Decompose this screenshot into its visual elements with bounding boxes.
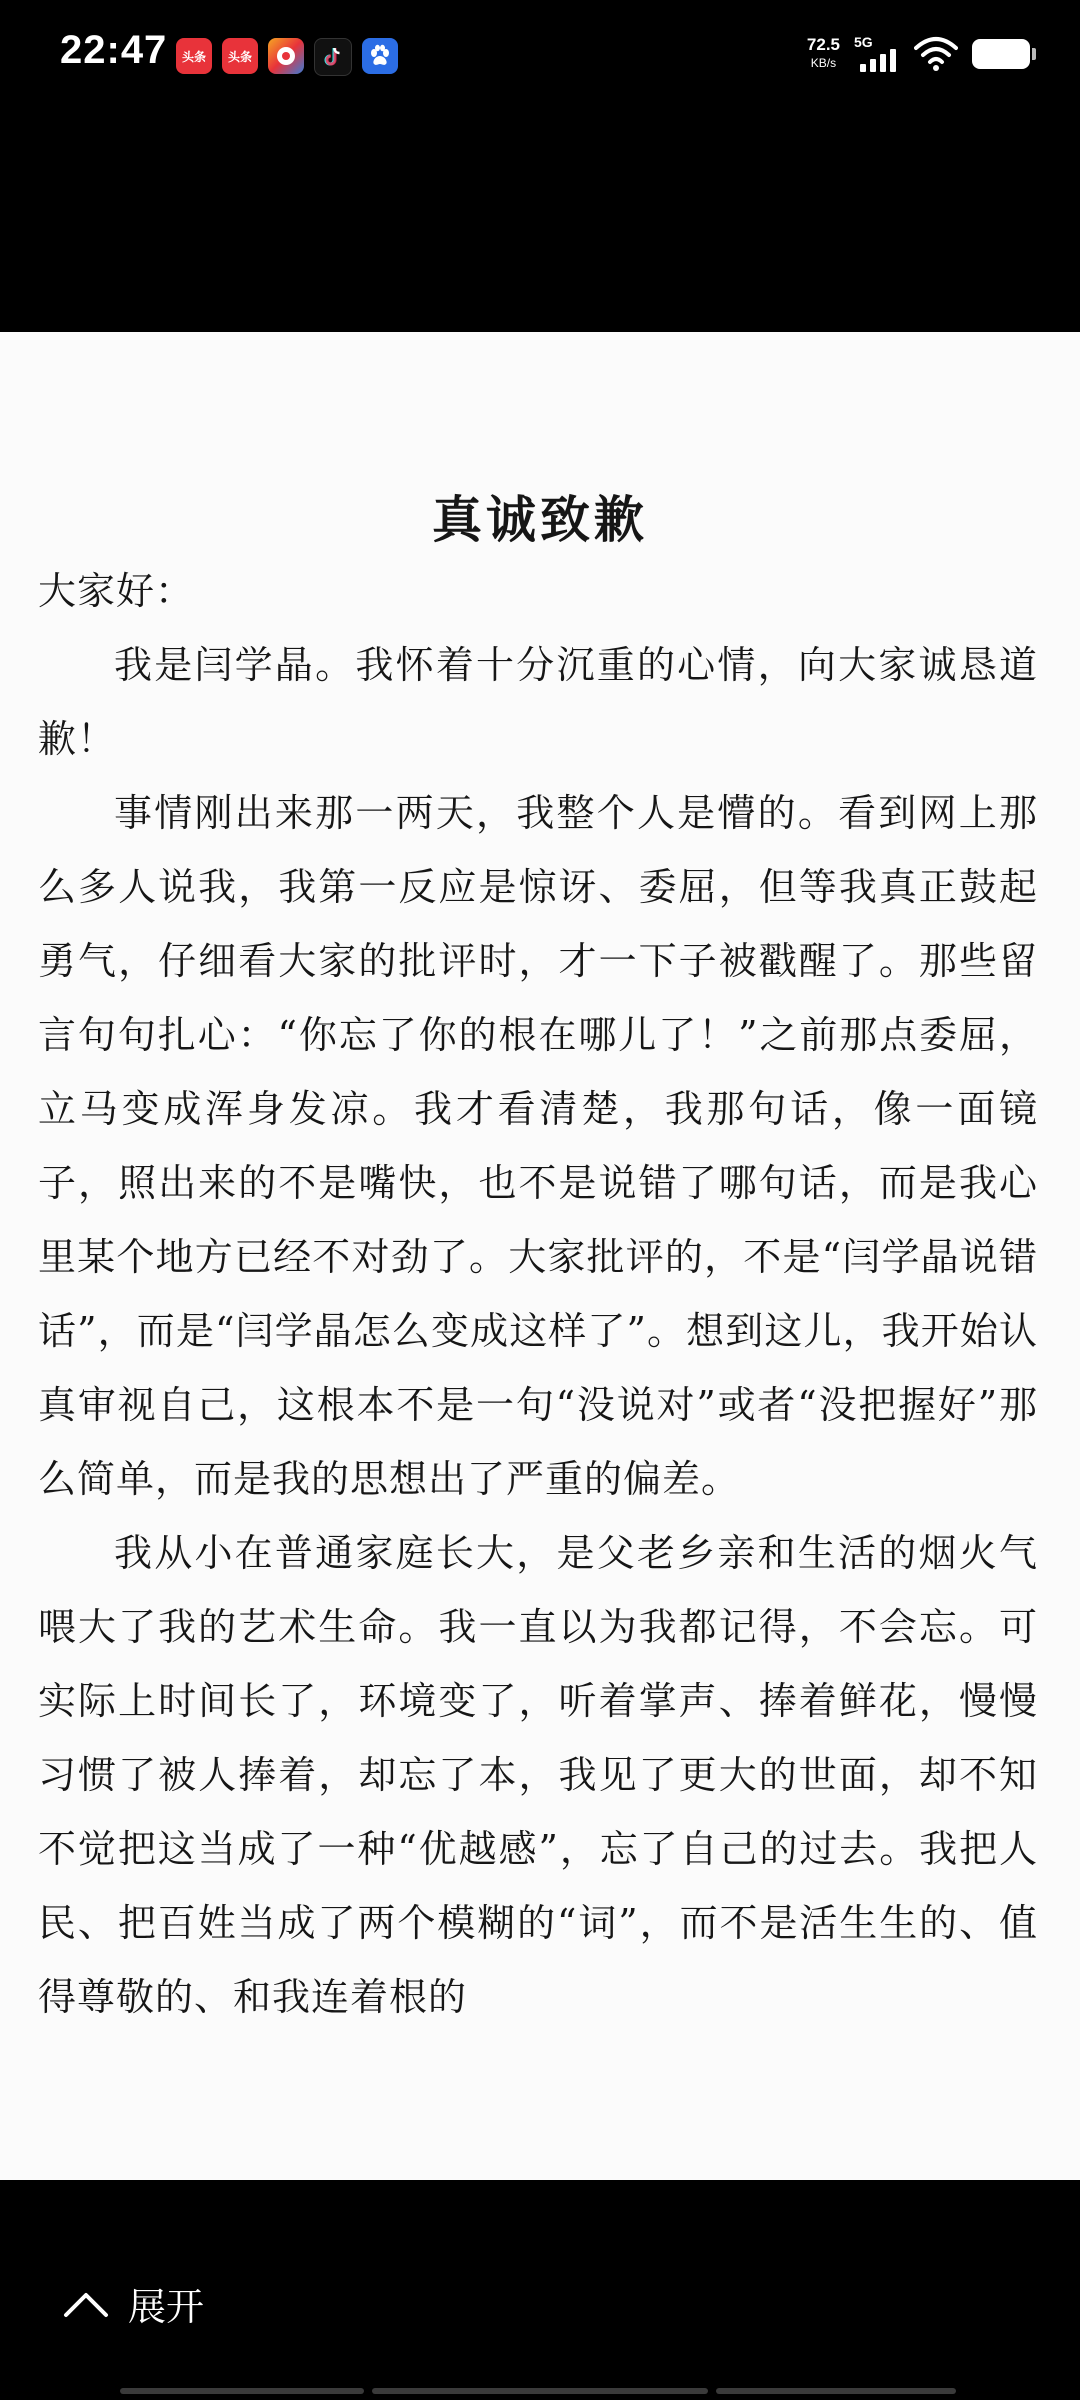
document-body [38, 554, 1038, 2034]
network-type: 5G [854, 34, 873, 50]
document-title: 真诚致歉 [432, 490, 648, 549]
document-image [0, 332, 1080, 2180]
system-status [807, 34, 1030, 74]
network-speed-unit: KB/s [810, 56, 837, 70]
page-indicator [120, 2388, 956, 2394]
document-paragraph: 我从小在普通家庭长大，是父老乡亲和生活的烟火气喂大了我的艺术生命。我一直以为我都记得，不会忘。可实际上时间长了，环境变了，听着掌声、捧着鲜花，慢慢习惯了被人捧着，却忘了本，我见了更大的世面，却不知不觉把这当成了一种“优越感”，忘了自己的过去。我把人民、把百姓当成了两个模糊的“词”，而不是活生生的、值得尊敬的、和我连着根的 [38, 1531, 1038, 2019]
expand-label: 展开 [128, 2285, 205, 2329]
baidu-paw-icon [362, 38, 398, 74]
battery-icon [972, 39, 1030, 69]
clock: 22:47 [60, 28, 168, 72]
tiktok-icon [314, 38, 352, 76]
document-greeting: 大家好： [38, 569, 195, 613]
notification-icons [176, 38, 398, 76]
cellular-signal-icon [854, 34, 900, 74]
status-bar [0, 0, 1080, 110]
toutiao-app-icon: 头条 [222, 38, 258, 74]
expand-button[interactable] [62, 2276, 204, 2331]
video-app-icon [268, 38, 304, 74]
network-speed [807, 36, 840, 72]
document-paragraph: 事情刚出来那一两天，我整个人是懵的。看到网上那么多人说我，我第一反应是惊讶、委屈，但等我真正鼓起勇气，仔细看大家的批评时，才一下子被戳醒了。那些留言句句扎心：“你忘了你的根在哪儿了！”之前那点委屈，立马变成浑身发凉。我才看清楚，我那句话，像一面镜子，照出来的不是嘴快，也不是说错了哪句话，而是我心里某个地方已经不对劲了。大家批评的，不是“闫学晶说错话”，而是“闫学晶怎么变成这样了”。想到这儿，我开始认真审视自己，这根本不是一句“没说对”或者“没把握好”那么简单，而是我的思想出了严重的偏差。 [38, 791, 1038, 1501]
toutiao-app-icon: 头条 [176, 38, 212, 74]
chevron-up-icon [62, 2289, 110, 2319]
expand-bar [0, 2180, 1080, 2400]
document-paragraph: 我是闫学晶。我怀着十分沉重的心情，向大家诚恳道歉！ [38, 643, 1038, 761]
wifi-icon [914, 36, 958, 72]
network-speed-value: 72.5 [806, 35, 840, 54]
